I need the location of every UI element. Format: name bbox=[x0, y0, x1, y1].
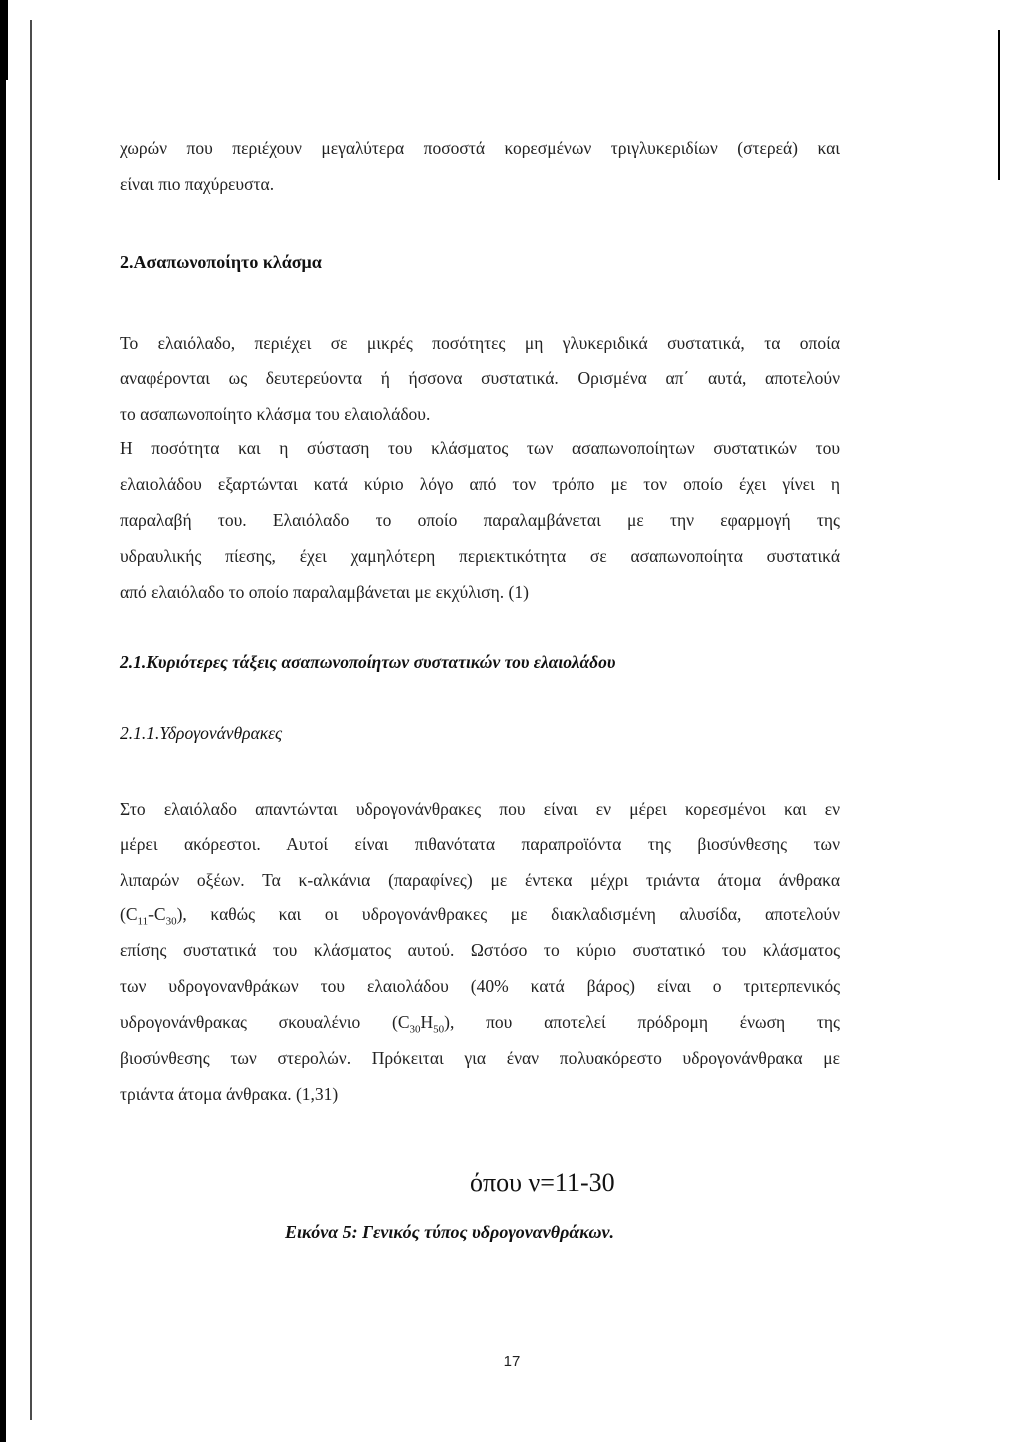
paragraph-line bbox=[120, 904, 840, 928]
text-span: ), καθώς και οι υδρογονάνθρακες με διακλαδισμένη αλυσίδα, αποτελούν bbox=[176, 904, 840, 924]
left-scan-line bbox=[30, 20, 32, 1420]
paragraph-line: χωρών που περιέχουν μεγαλύτερα ποσοστά κορεσμένων τριγλυκεριδίων (στερεά) και bbox=[120, 138, 840, 158]
subscript-text: 11 bbox=[137, 915, 149, 928]
right-scan-line bbox=[998, 30, 1000, 180]
paragraph-line: μέρει ακόρεστοι. Αυτοί είναι πιθανότατα παραπροϊόντα της βιοσύνθεσης των bbox=[120, 834, 840, 854]
paragraph-line: το ασαπωνοποίητο κλάσμα του ελαιολάδου. bbox=[120, 404, 431, 424]
paragraph-line: υδραυλικής πίεσης, έχει χαμηλότερη περιεκτικότητα σε ασαπωνοποίητα συστατικά bbox=[120, 546, 840, 566]
subscript-text: 50 bbox=[433, 1023, 445, 1036]
text-span: ), που αποτελεί πρόδρομη ένωση της bbox=[444, 1012, 840, 1032]
subsubsection-heading: 2.1.1.Υδρογονάνθρακες bbox=[120, 723, 283, 743]
subsection-heading: 2.1.Κυριότερες τάξεις ασαπωνοποίητων συστατικών του ελαιολάδου bbox=[120, 652, 616, 672]
text-span: H bbox=[420, 1012, 434, 1032]
paragraph-line: Στο ελαιόλαδο απαντώνται υδρογονάνθρακες που είναι εν μέρει κορεσμένοι και εν bbox=[120, 799, 840, 819]
paragraph-line: είναι πιο παχύρευστα. bbox=[120, 174, 275, 194]
section-heading: 2.Ασαπωνοποίητο κλάσμα bbox=[120, 252, 322, 272]
paragraph-line: Το ελαιόλαδο, περιέχει σε μικρές ποσότητες μη γλυκεριδικά συστατικά, τα οποία bbox=[120, 333, 840, 353]
figure-caption: Εικόνα 5: Γενικός τύπος υδρογονανθράκων. bbox=[285, 1222, 615, 1242]
paragraph-line: ελαιολάδου εξαρτώνται κατά κύριο λόγο από τον τρόπο με τον οποίο έχει γίνει η bbox=[120, 474, 840, 494]
paragraph-line: παραλαβή του. Ελαιόλαδο το οποίο παραλαμβάνεται με την εφαρμογή της bbox=[120, 510, 840, 530]
subscript-text: 30 bbox=[409, 1023, 421, 1036]
paragraph-line: λιπαρών οξέων. Τα κ-αλκάνια (παραφίνες) με έντεκα μέχρι τριάντα άτομα άνθρακα bbox=[120, 870, 840, 890]
paragraph-line: αναφέρονται ως δευτερεύοντα ή ήσσονα συστατικά. Ορισμένα απ΄ αυτά, αποτελούν bbox=[120, 368, 840, 388]
text-span: των υδρογονανθράκων του ελαιολάδου (40% κατά βάρος) είναι ο τριτερπενικός bbox=[120, 976, 840, 996]
paragraph-line bbox=[120, 1048, 840, 1069]
formula-text: όπου ν=11-30 bbox=[470, 1168, 615, 1197]
text-span: βιοσύνθεσης των στερολών. Πρόκειται για έναν πολυακόρεστο υδρογονάνθρακα με bbox=[120, 1048, 840, 1068]
paragraph-line: Η ποσότητα και η σύσταση του κλάσματος των ασαπωνοποίητων συστατικών του bbox=[120, 438, 840, 458]
paragraph-line bbox=[120, 940, 840, 961]
paragraph-line bbox=[120, 976, 840, 997]
subscript-text: 30 bbox=[165, 915, 177, 928]
page-number: 17 bbox=[503, 1353, 521, 1370]
left-scan-edge bbox=[6, 0, 8, 80]
text-span: (C bbox=[120, 904, 138, 924]
text-span: -C bbox=[148, 904, 166, 924]
paragraph-line bbox=[120, 1084, 840, 1105]
paragraph-line bbox=[120, 1012, 840, 1036]
text-span: υδρογονάνθρακας σκουαλένιο (C bbox=[120, 1012, 410, 1032]
text-span: επίσης συστατικά του κλάσματος αυτού. Ωστόσο το κύριο συστατικό του κλάσματος bbox=[120, 940, 840, 960]
paragraph-line: από ελαιόλαδο το οποίο παραλαμβάνεται με εκχύλιση. (1) bbox=[120, 582, 529, 602]
text-span: τριάντα άτομα άνθρακα. (1,31) bbox=[120, 1084, 339, 1104]
